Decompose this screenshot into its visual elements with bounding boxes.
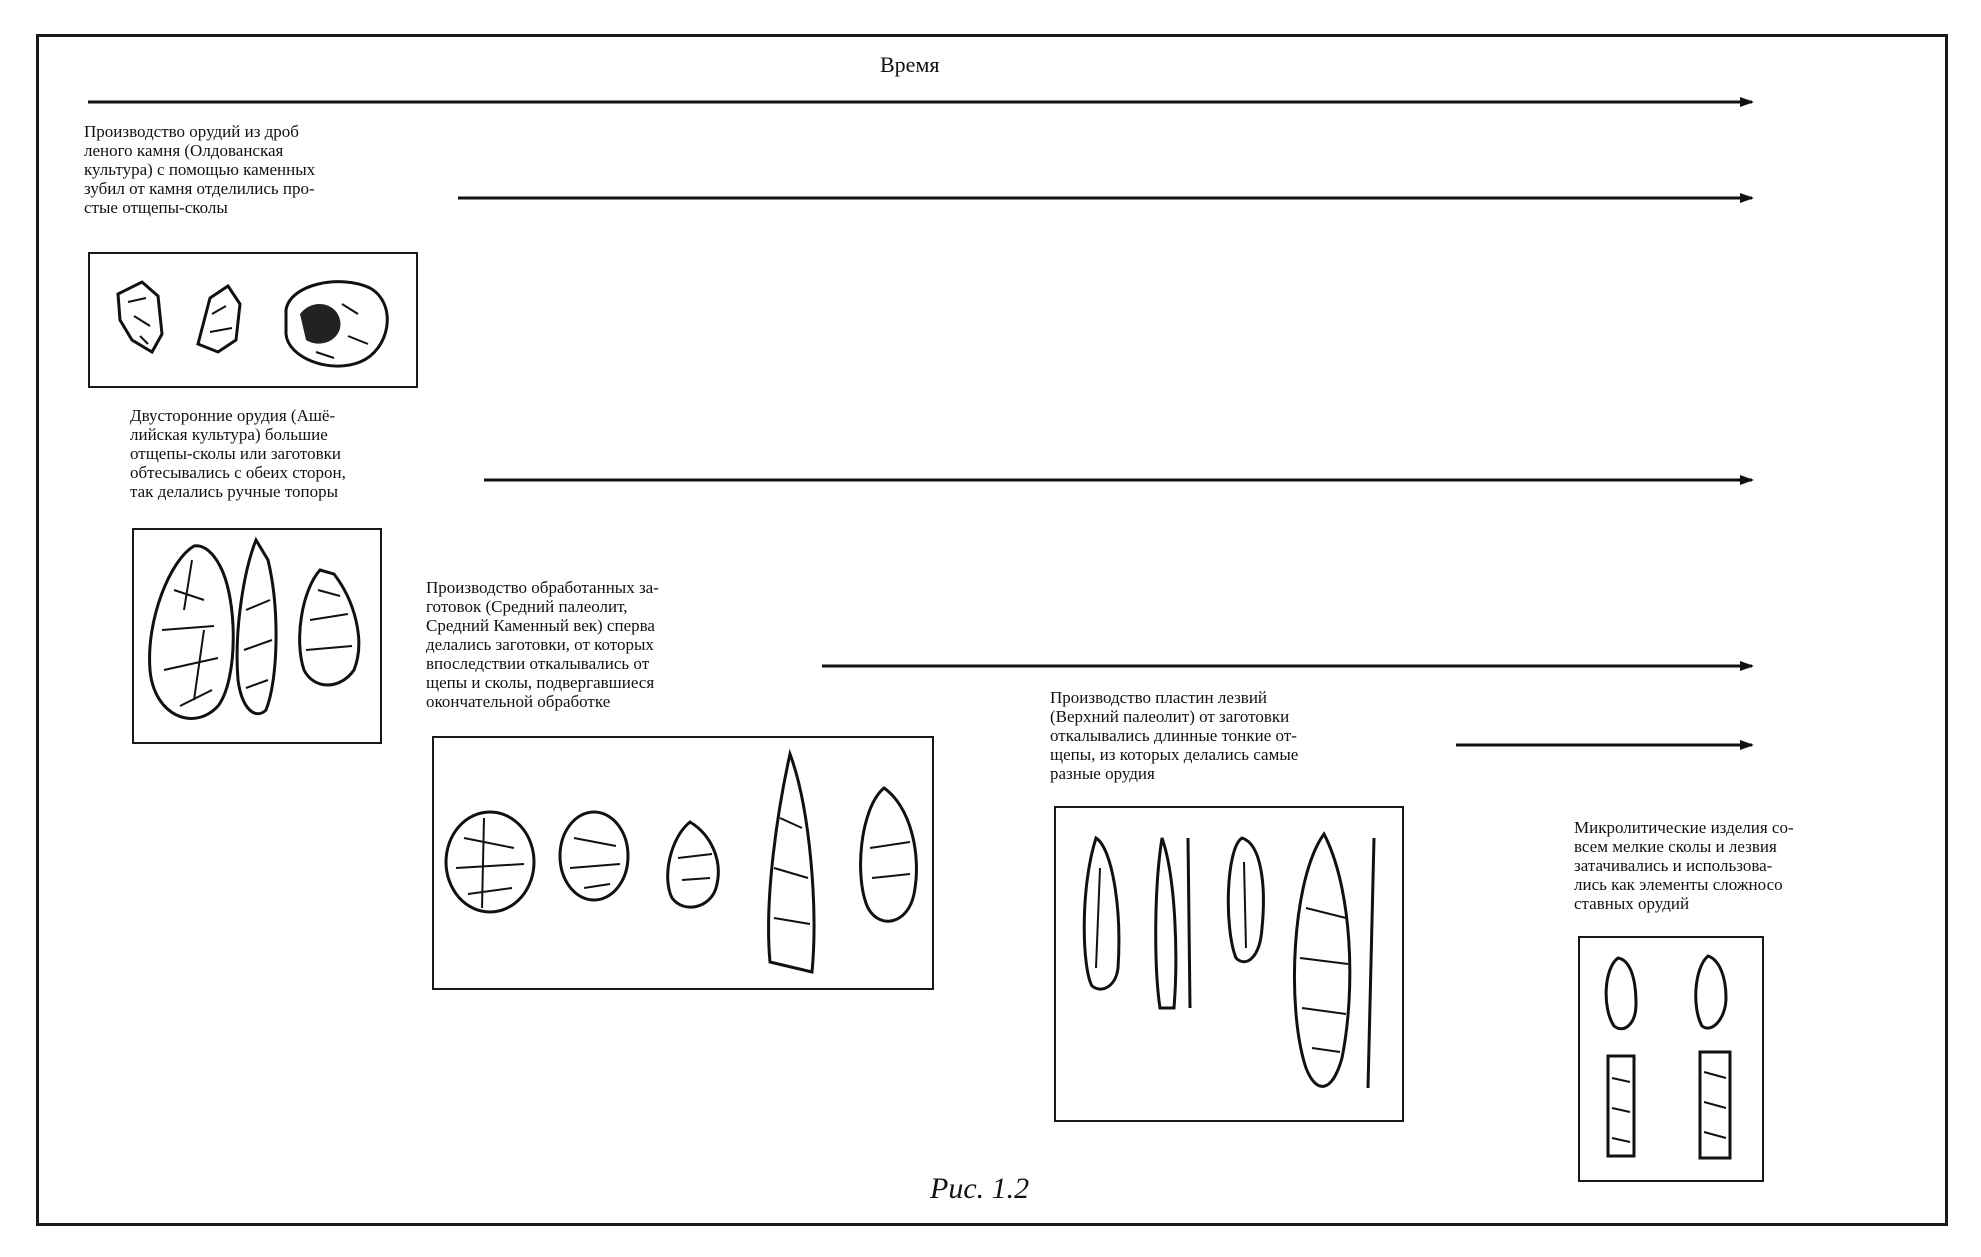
stone-tool-icon — [134, 530, 380, 742]
stage-4-tools-panel — [1054, 806, 1404, 1122]
stage-3-label: Производство обработанных за- готовок (Средний палеолит, Средний Каменный век) сперва делались заготовки, от которых впоследствии откалывались от щепы и сколы, подвергавшиеся окончательной обработке — [426, 578, 659, 711]
stone-tool-icon — [434, 738, 932, 988]
stone-tool-icon — [1580, 938, 1762, 1180]
stage-1-label: Производство орудий из дроб леного камня (Олдованская культура) с помощью каменных зубил от камня отделились про- стые отщепы-сколы — [84, 122, 316, 217]
figure-caption: Рис. 1.2 — [930, 1172, 1030, 1205]
stage-5-tools-panel — [1578, 936, 1764, 1182]
stone-tool-icon — [1056, 808, 1402, 1120]
stage-2-label: Двусторонние орудия (Ашё- лийская культура) большие отщепы-сколы или заготовки обтесывались с обеих сторон, так делались ручные топоры — [130, 406, 346, 501]
stage-5-label: Микролитические изделия со- всем мелкие сколы и лезвия затачивались и использова- лись как элементы сложносо ставных орудий — [1574, 818, 1794, 913]
stage-1-tools-panel — [88, 252, 418, 388]
stage-2-tools-panel — [132, 528, 382, 744]
stage-3-tools-panel — [432, 736, 934, 990]
stage-4-label: Производство пластин лезвий (Верхний палеолит) от заготовки откалывались длинные тонкие от- щепы, из которых делались самые разные орудия — [1050, 688, 1299, 783]
stone-tool-icon — [90, 254, 416, 386]
time-axis-title: Время — [880, 52, 940, 77]
